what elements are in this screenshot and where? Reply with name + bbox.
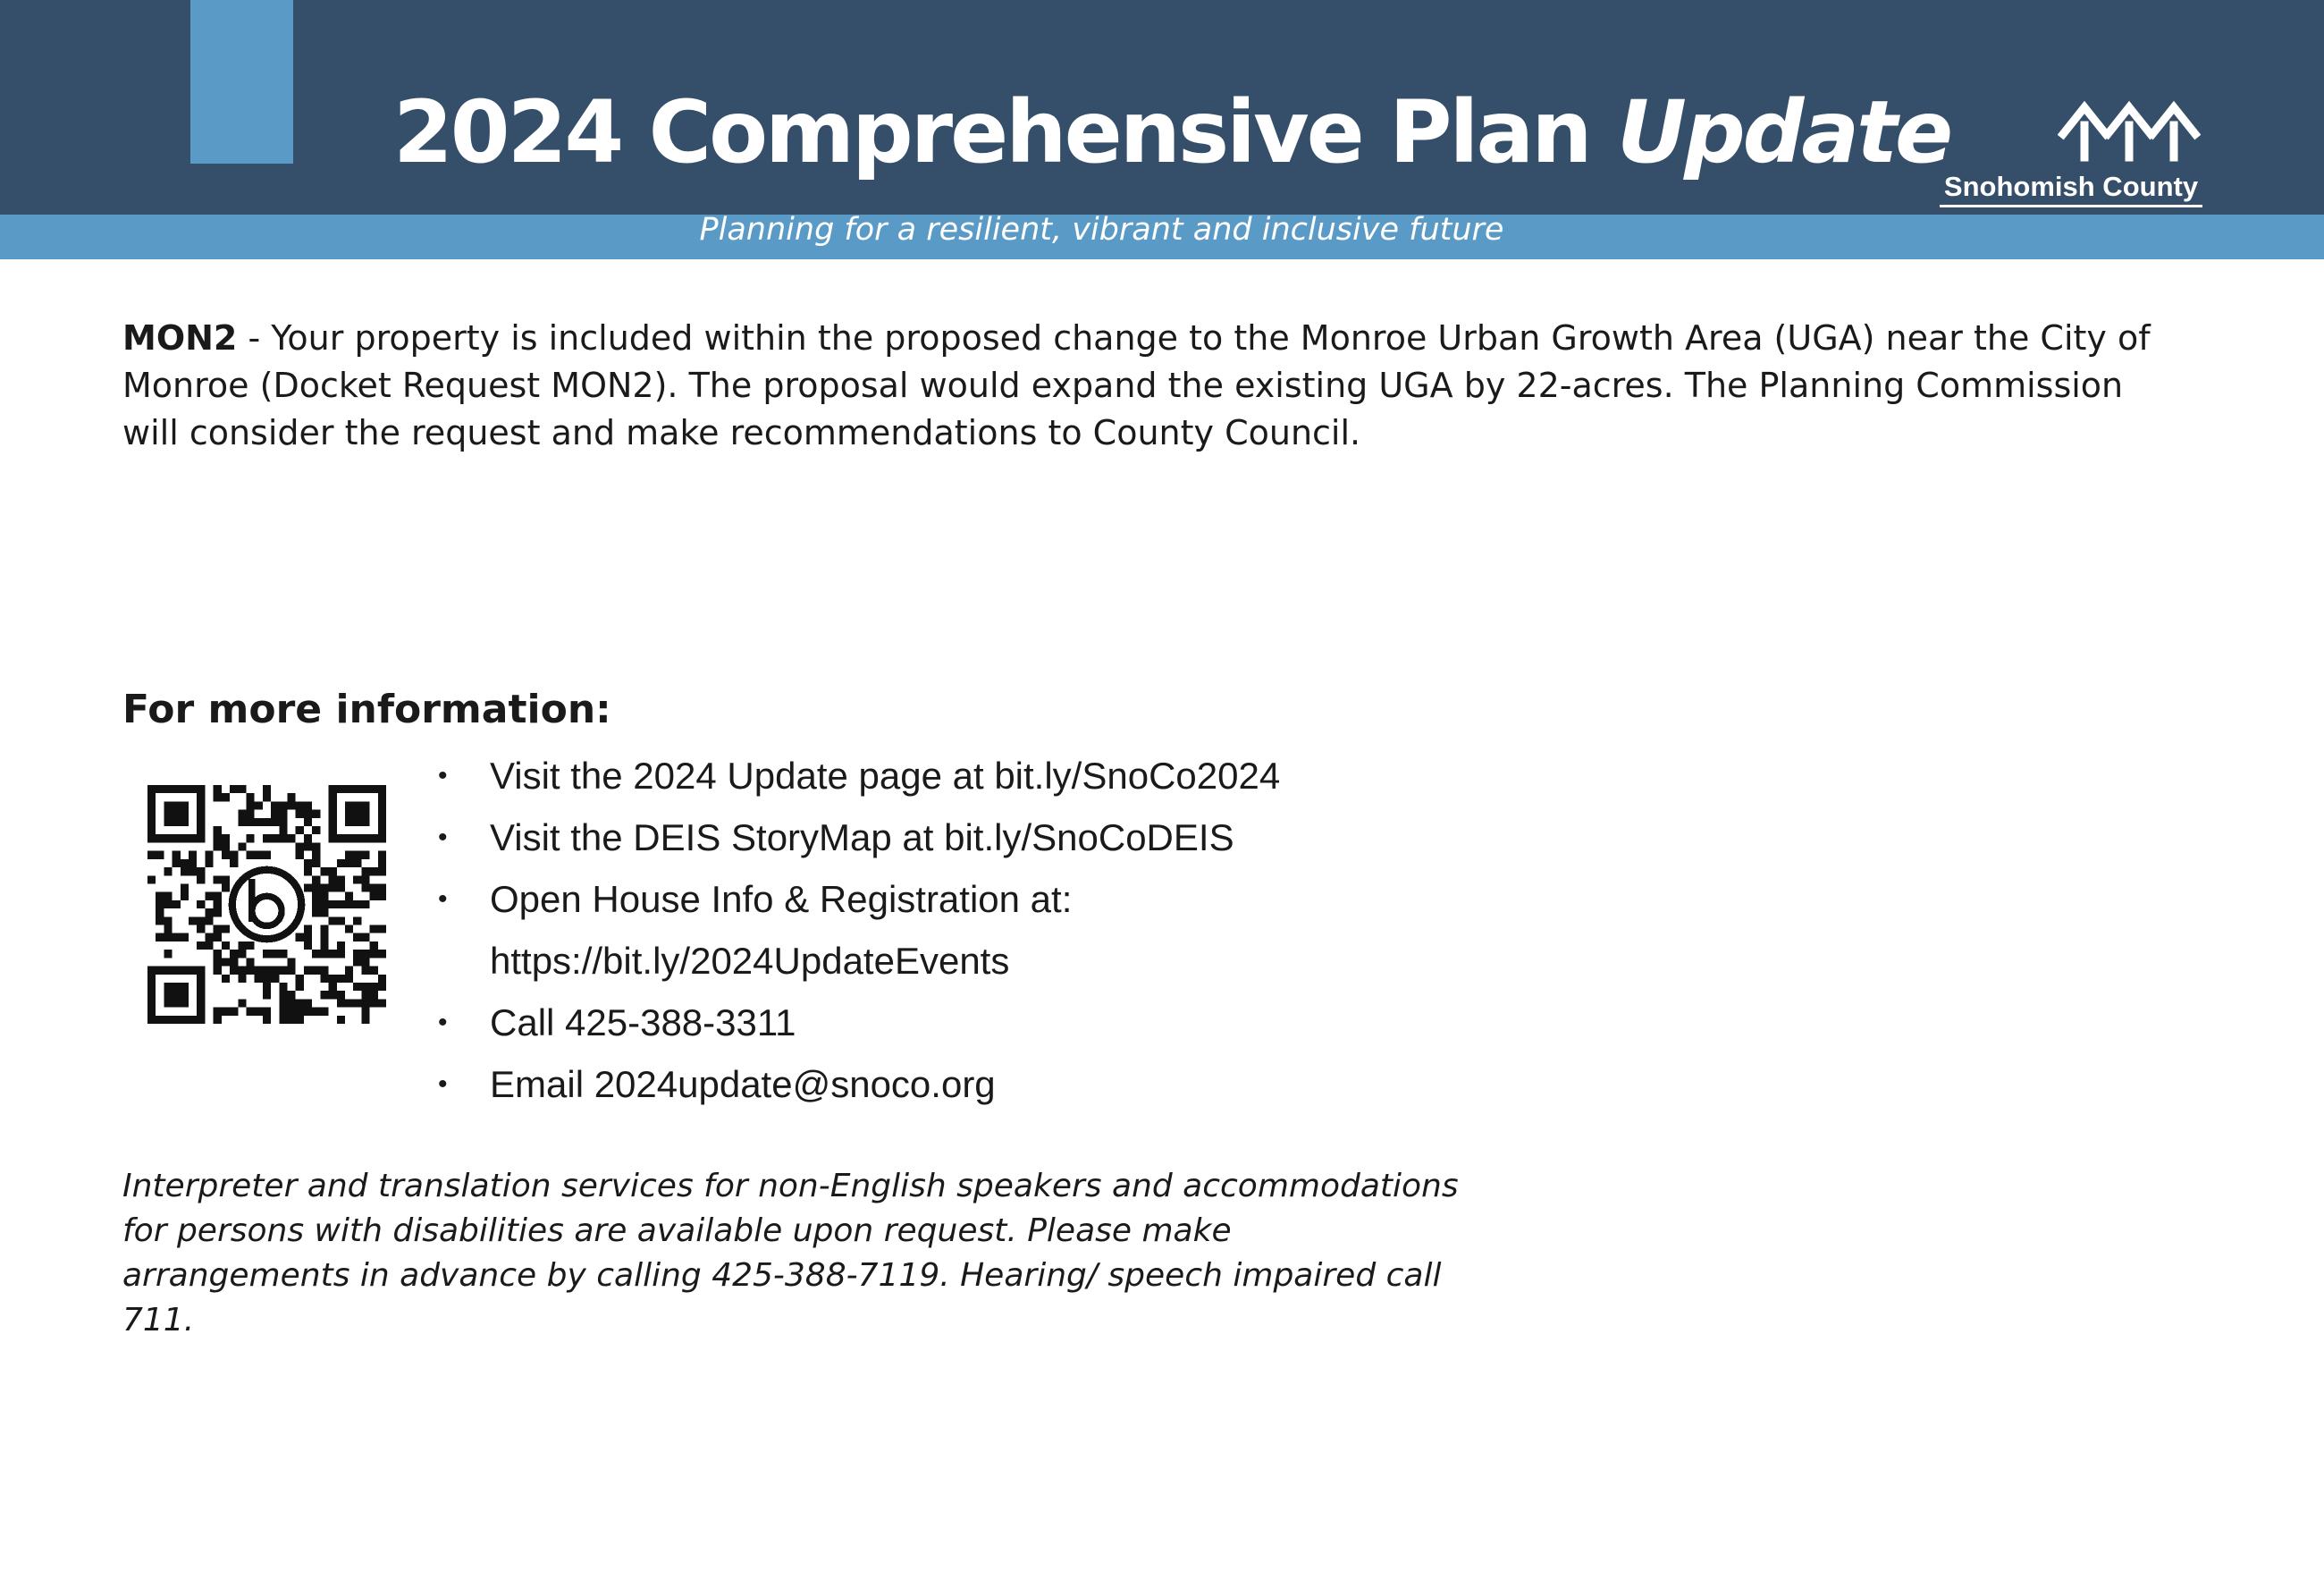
bullet-icon: • [438,761,448,790]
logo-text: Snohomish County [1940,171,2202,207]
disclaimer: Interpreter and translation services for non-English speakers and accommodations for persons with disabilities are available upon request. Please make arrangements in advance by calling 425-388-7119. Hearing/ speech impaired call 711. [122,1168,1459,1338]
bullet-icon: • [438,1069,448,1099]
page-title [393,82,1951,182]
accent-block [190,0,293,164]
title-main: 2024 Comprehensive Plan [393,82,1590,182]
info-item-text: Call 425-388-3311 [490,1001,796,1043]
notice-text [122,315,2187,457]
notice-body: - Your property is included within the proposed change to the Monroe Urban Growth Area (UGA) near the City of Monroe (Docket Request MON2). The proposal would expand the existing UGA by 22-acres. The Planning Commission will consider the request and make recommendations to County Council. [122,318,2151,452]
info-item-text[interactable]: Email 2024update@snoco.org [490,1063,996,1105]
bullet-icon: • [438,1008,448,1037]
snohomish-county-logo [1940,98,2208,206]
title-italic: Update [1616,82,1951,182]
qr-code-icon [147,785,386,1024]
bullet-icon: • [438,884,448,914]
info-item-text: Open House Info & Registration at: [490,878,1073,920]
house-roofs-icon [2058,98,2201,166]
notice-code: MON2 [122,318,238,358]
qr-code-graphic [147,785,386,1024]
bullet-icon: • [438,823,448,852]
tagline: Planning for a resilient, vibrant and inclusive future [699,212,1504,248]
info-item-text[interactable]: Visit the DEIS StoryMap at bit.ly/SnoCoDEIS [490,816,1234,858]
info-item-text[interactable]: Visit the 2024 Update page at bit.ly/SnoCo2024 [490,755,1281,797]
info-heading: For more information: [122,687,611,732]
info-item-text[interactable]: https://bit.ly/2024UpdateEvents [490,940,1010,982]
